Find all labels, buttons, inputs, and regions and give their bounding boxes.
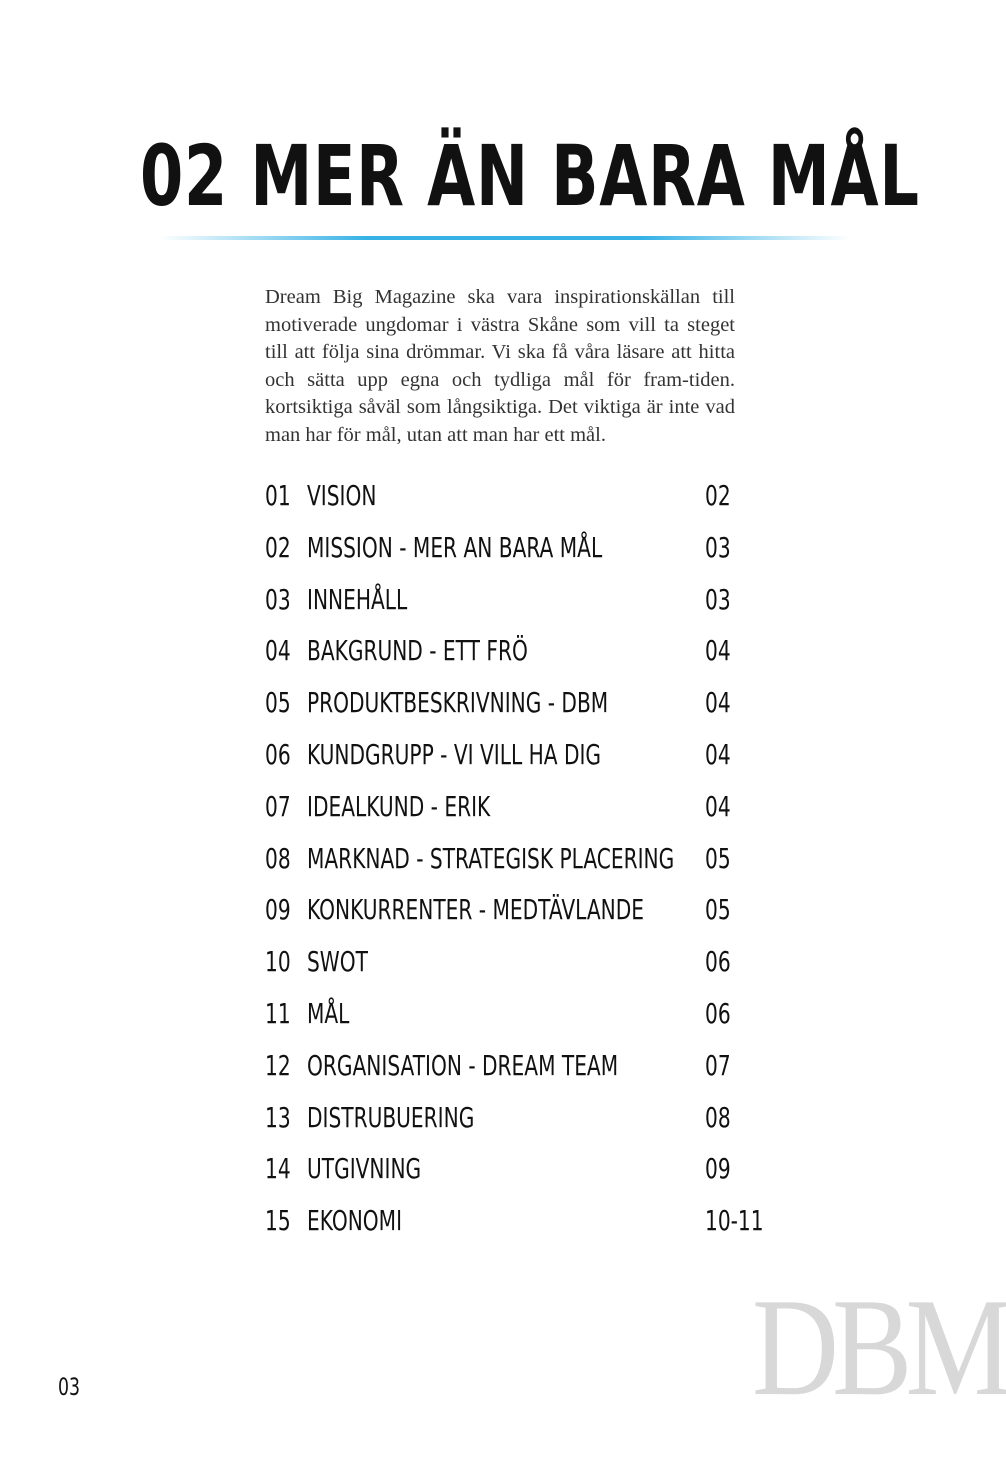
toc-entry-page: 04 [705,634,731,668]
toc-entry-number: 02 [265,530,291,564]
toc-entry-page: 06 [705,996,731,1030]
toc-entry-page: 05 [705,841,731,875]
toc-entry-label: KONKURRENTER - MEDTÄVLANDE [307,893,645,927]
toc-entry-number: 09 [265,893,291,927]
toc-entry-label: SWOT [307,945,368,979]
toc-entry[interactable] [265,470,765,522]
toc-entry-label: DISTRUBUERING [307,1100,475,1134]
toc-entry-number: 10 [265,945,291,979]
toc-entry-page: 09 [705,1152,731,1186]
toc-entry[interactable] [265,781,765,833]
page-title: 02 MER ÄN BARA MÅL [140,127,920,225]
toc-entry-label: MISSION - MER AN BARA MÅL [307,530,603,564]
toc-entry-number: 12 [265,1048,291,1082]
toc-entry[interactable] [265,1092,765,1144]
toc-entry[interactable] [265,574,765,626]
intro-paragraph: Dream Big Magazine ska vara inspirationskällan till motiverade ungdomar i västra Skåne som vill ta steget till att följa sina drömmar. Vi ska få våra läsare att hitta och sätta upp egna och tydliga mål för fram-tiden. kortsiktiga såväl som långsiktiga. Det viktiga är inte vad man har för mål, utan att man har ett mål. [265,286,735,446]
toc-entry-page: 10-11 [705,1204,764,1238]
toc-entry[interactable] [265,677,765,729]
toc-entry[interactable] [265,1195,765,1247]
toc-entry[interactable] [265,1040,765,1092]
toc-entry[interactable] [265,1143,765,1195]
toc-entry-number: 11 [265,996,291,1030]
toc-entry[interactable] [265,625,765,677]
toc-entry-number: 15 [265,1204,291,1238]
toc-entry[interactable] [265,988,765,1040]
toc-entry-number: 04 [265,634,291,668]
toc-entry-number: 06 [265,737,291,771]
page-number: 03 [58,1373,80,1401]
toc-entry-label: BAKGRUND - ETT FRÖ [307,634,528,668]
toc-entry-page: 07 [705,1048,731,1082]
toc-entry-page: 04 [705,789,731,823]
toc-entry[interactable] [265,936,765,988]
toc-entry-number: 14 [265,1152,291,1186]
toc-entry-page: 04 [705,737,731,771]
toc-entry[interactable] [265,729,765,781]
toc-entry-page: 03 [705,582,731,616]
toc-entry-page: 03 [705,530,731,564]
toc-entry-number: 03 [265,582,291,616]
toc-entry[interactable] [265,522,765,574]
toc-entry-label: MARKNAD - STRATEGISK PLACERING [307,841,675,875]
toc-entry[interactable] [265,833,765,885]
toc-entry-page: 08 [705,1100,731,1134]
toc-entry-number: 13 [265,1100,291,1134]
table-of-contents [265,470,765,1247]
toc-entry-label: MÅL [307,996,350,1030]
toc-entry-label: ORGANISATION - DREAM TEAM [307,1048,619,1082]
toc-entry-number: 08 [265,841,291,875]
toc-entry-page: 02 [705,479,731,512]
dbm-logo: DBM [752,1270,1006,1425]
toc-entry[interactable] [265,884,765,936]
title-divider [160,236,850,240]
toc-entry-number: 01 [265,479,291,512]
toc-entry-label: UTGIVNING [307,1152,422,1186]
toc-entry-label: IDEALKUND - ERIK [307,789,491,823]
toc-entry-page: 05 [705,893,731,927]
toc-entry-label: PRODUKTBESKRIVNING - DBM [307,686,609,720]
toc-entry-label: VISION [307,479,377,512]
toc-entry-page: 04 [705,686,731,720]
toc-entry-label: INNEHÅLL [307,582,408,616]
toc-entry-label: EKONOMI [307,1204,403,1238]
toc-entry-label: KUNDGRUPP - VI VILL HA DIG [307,737,602,771]
toc-entry-number: 05 [265,686,291,720]
toc-entry-page: 06 [705,945,731,979]
toc-entry-number: 07 [265,789,291,823]
